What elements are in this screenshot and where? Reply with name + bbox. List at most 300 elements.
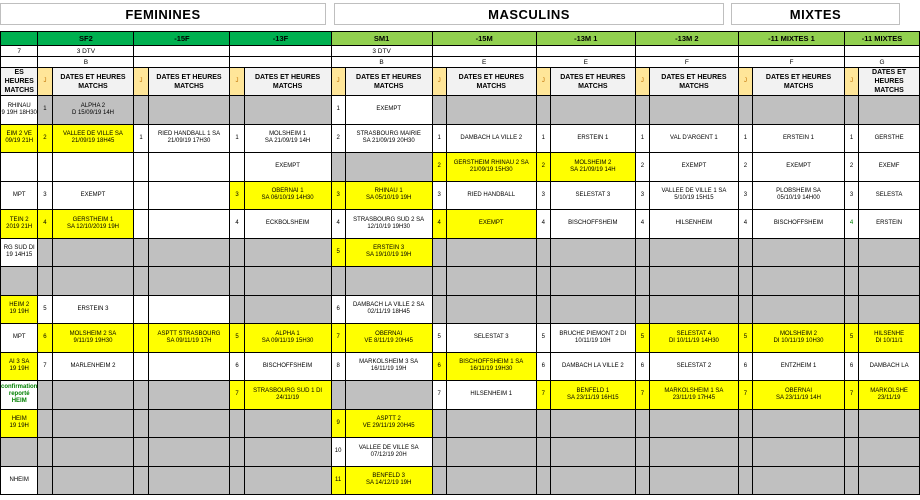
day-number-cell: 1 (38, 96, 52, 125)
team-header-cell: -13F (230, 32, 331, 46)
day-number-cell: 6 (738, 352, 752, 381)
match-text-line: HEIM (11, 416, 27, 423)
match-cell (550, 238, 635, 267)
team-header-cell: -13M 2 (635, 32, 738, 46)
team-header-cell: -11 MIXTES (845, 32, 920, 46)
date-label-cell (859, 68, 920, 96)
day-number-cell (134, 181, 148, 210)
match-cell (345, 295, 432, 324)
match-text-line: SA 06/10/19 14H30 (261, 195, 314, 202)
match-cell (859, 124, 920, 153)
day-number-cell: 4 (845, 210, 859, 239)
match-text-line: MARKOLSHE (870, 387, 908, 394)
match-cell (148, 324, 230, 353)
match-text-line: 19 19H (9, 366, 29, 373)
day-number-cell (536, 238, 550, 267)
match-cell (446, 267, 536, 296)
match-cell (1, 238, 38, 267)
pool-letter-cell: F (738, 57, 844, 68)
match-text-line: SA 21/09/19 14H (264, 138, 311, 145)
pool-letter-cell (134, 57, 230, 68)
pool-letter-cell: B (331, 57, 432, 68)
day-number-cell (536, 96, 550, 125)
match-text-line: EXEMPT (80, 191, 106, 198)
day-number-cell (38, 409, 52, 438)
day-number-cell: 7 (331, 324, 345, 353)
day-number-cell: 4 (432, 210, 446, 239)
day-number-cell (738, 466, 752, 495)
day-number-cell (845, 409, 859, 438)
match-text-line: MOLSHEIM 1 (269, 131, 307, 138)
match-text-line: ALPHA 1 (275, 330, 300, 337)
day-number-cell: 6 (432, 352, 446, 381)
day-number-cell: 1 (134, 124, 148, 153)
match-cell (244, 153, 331, 182)
match-text-line: MPT (12, 334, 26, 341)
label-line: MATCHS (783, 82, 814, 90)
match-cell (446, 181, 536, 210)
day-number-cell: 2 (536, 153, 550, 182)
match-cell (753, 124, 845, 153)
match-cell (753, 153, 845, 182)
table-row (1, 324, 920, 353)
table-row (1, 381, 920, 410)
match-cell (52, 181, 134, 210)
day-number-cell (635, 409, 649, 438)
day-number-cell: 1 (536, 124, 550, 153)
match-text-line: MOLSHEIM 2 (780, 330, 818, 337)
match-cell (649, 210, 738, 239)
match-text-line: 5/10/19 15H15 (674, 195, 714, 202)
division-cell (536, 46, 635, 57)
match-cell (244, 96, 331, 125)
match-text-line: DI 10/11/19 14H30 (668, 337, 719, 344)
day-number-cell (134, 352, 148, 381)
match-cell (244, 210, 331, 239)
match-cell (244, 324, 331, 353)
day-number-cell: 2 (331, 124, 345, 153)
match-cell (345, 153, 432, 182)
day-number-cell: 4 (331, 210, 345, 239)
day-number-cell: 8 (331, 352, 345, 381)
day-number-cell (845, 96, 859, 125)
day-number-cell: 6 (536, 352, 550, 381)
day-number-cell: 5 (536, 324, 550, 353)
match-text-line: 09/19 21H (5, 138, 34, 145)
match-text-line: BISCHOFFSHEIM (773, 220, 824, 227)
match-text-line: 23/11/19 (877, 394, 901, 401)
table-row (1, 210, 920, 239)
match-cell (1, 153, 38, 182)
match-text-line: confirmation (1, 384, 38, 391)
match-cell (649, 352, 738, 381)
table-row (1, 295, 920, 324)
match-cell (1, 295, 38, 324)
day-number-cell: 7 (230, 381, 244, 410)
match-text-line: 19 19H (9, 423, 29, 430)
match-text-line: ASPTT STRASBOURG (157, 330, 221, 337)
match-cell (753, 267, 845, 296)
day-number-cell: 2 (38, 124, 52, 153)
day-number-cell (38, 438, 52, 467)
match-text-line: RIED HANDBALL 1 SA (157, 131, 221, 138)
day-number-cell (738, 267, 752, 296)
match-cell (148, 466, 230, 495)
day-number-cell (635, 438, 649, 467)
day-number-cell (432, 466, 446, 495)
match-cell (550, 181, 635, 210)
match-text-line: SELESTAT 3 (473, 334, 509, 341)
table-row (1, 352, 920, 381)
day-number-cell (635, 295, 649, 324)
day-number-cell (331, 381, 345, 410)
day-number-cell (738, 295, 752, 324)
match-cell (148, 352, 230, 381)
date-label-cell (148, 68, 230, 96)
match-cell (244, 466, 331, 495)
match-cell (345, 352, 432, 381)
match-cell (446, 324, 536, 353)
day-number-cell: 6 (230, 352, 244, 381)
match-cell (859, 409, 920, 438)
match-text-line: ENTZHEIM 1 (780, 362, 817, 369)
match-cell (148, 295, 230, 324)
match-text-line: SA 14/12/19 19H (365, 480, 412, 487)
match-text-line: VALLEE DE VILLE SA (358, 444, 419, 451)
match-cell (148, 181, 230, 210)
match-cell (52, 466, 134, 495)
match-cell (52, 153, 134, 182)
day-number-cell (134, 153, 148, 182)
day-number-cell (845, 295, 859, 324)
match-cell (859, 238, 920, 267)
match-cell (52, 124, 134, 153)
day-number-cell (134, 409, 148, 438)
division-cell (432, 46, 536, 57)
match-text-line: EXEMF (878, 163, 900, 170)
match-cell (52, 381, 134, 410)
match-cell (345, 466, 432, 495)
match-text-line: VALLEE DE VILLE 1 SA (661, 188, 727, 195)
team-header-cell: -13M 1 (536, 32, 635, 46)
match-cell (859, 324, 920, 353)
match-text-line: GERSTHEIM RHINAU 2 SA (453, 159, 529, 166)
match-cell (649, 96, 738, 125)
match-cell (859, 466, 920, 495)
match-cell (550, 466, 635, 495)
day-number-cell (635, 96, 649, 125)
match-cell (446, 466, 536, 495)
day-number-cell: 7 (432, 381, 446, 410)
day-label-cell: J (536, 68, 550, 96)
match-text-line: SA 12/10/2019 19H (66, 223, 119, 230)
match-cell (550, 381, 635, 410)
match-cell (859, 295, 920, 324)
match-text-line: 10/11/19 10H (575, 337, 611, 344)
match-text-line: EXEMPT (478, 220, 504, 227)
day-number-cell: 2 (738, 153, 752, 182)
match-text-line: PLOBSHEIM SA (776, 188, 821, 195)
date-label-cell (753, 68, 845, 96)
day-number-cell: 5 (635, 324, 649, 353)
label-line: DATES ET HEURES (356, 73, 422, 81)
table-row (1, 153, 920, 182)
day-number-cell (738, 96, 752, 125)
match-cell (1, 267, 38, 296)
day-number-cell (38, 267, 52, 296)
match-cell (446, 352, 536, 381)
match-cell (1, 409, 38, 438)
match-cell (649, 295, 738, 324)
match-text-line: ECKBOLSHEIM (265, 220, 310, 227)
match-text-line: DAMBACH LA VILLE 2 SA (352, 302, 425, 309)
match-text-line: DAMBACH LA VILLE 2 (460, 134, 523, 141)
day-number-cell: 5 (38, 295, 52, 324)
match-text-line: SA 23/11/19 14H (776, 394, 821, 401)
day-number-cell: 1 (738, 124, 752, 153)
match-cell (859, 96, 920, 125)
match-cell (52, 409, 134, 438)
day-number-cell: 6 (635, 352, 649, 381)
match-text-line: ERSTEIN 1 (577, 134, 609, 141)
match-cell (550, 267, 635, 296)
day-number-cell (845, 238, 859, 267)
day-number-cell (230, 466, 244, 495)
label-line: MATCHS (578, 82, 608, 90)
match-text-line: EXEMPT (681, 163, 707, 170)
division-cell (635, 46, 738, 57)
label-line: MATCHS (272, 82, 303, 90)
match-cell (649, 438, 738, 467)
division-cell: 3 DTV (331, 46, 432, 57)
match-cell (753, 324, 845, 353)
match-cell (550, 96, 635, 125)
match-text-line: VALLEE DE VILLE SA (63, 131, 123, 138)
match-text-line: VAL D'ARGENT 1 (670, 134, 718, 141)
day-label-cell: J (635, 68, 649, 96)
match-cell (52, 324, 134, 353)
match-cell (345, 210, 432, 239)
match-text-line: TEIN 2 (9, 216, 29, 223)
match-cell (859, 438, 920, 467)
match-text-line: D 15/09/19 14H (71, 109, 114, 116)
label-line: DATES ET HEURES (872, 69, 907, 85)
team-header-cell: -11 MIXTES 1 (738, 32, 844, 46)
match-cell (1, 324, 38, 353)
match-text-line: ALPHA 2 (80, 102, 106, 109)
match-text-line: 19 14H15 (6, 252, 33, 259)
table-row (1, 96, 920, 125)
pool-letter-cell: F (635, 57, 738, 68)
label-line: MATCHS (174, 82, 204, 90)
label-line: ES HEURES (4, 69, 34, 85)
match-text-line: 9/11/19 19H30 (73, 337, 113, 344)
day-number-cell: 1 (230, 124, 244, 153)
match-text-line: BENFELD 1 (576, 387, 610, 394)
label-line: DATES ET HEURES (458, 73, 524, 81)
match-text-line: BISCHOFFSHEIM (568, 220, 618, 227)
day-number-cell: 3 (635, 181, 649, 210)
day-number-cell: 4 (230, 210, 244, 239)
day-number-cell (230, 153, 244, 182)
match-text-line: 21/09/19 17H30 (167, 138, 211, 145)
match-text-line: ERSTEIN 3 (373, 245, 405, 252)
match-text-line: MPT (12, 191, 26, 198)
match-text-line: 19 19H (9, 309, 29, 316)
match-cell (52, 210, 134, 239)
pool-letter-cell (1, 57, 38, 68)
group-header-feminines: FEMININES (0, 3, 326, 25)
match-text-line: HILSENHEIM (675, 220, 713, 227)
match-text-line: EXEMPT (275, 163, 300, 170)
day-number-cell (134, 381, 148, 410)
team-header-cell (1, 32, 38, 46)
day-number-cell: 2 (432, 153, 446, 182)
day-label-cell: J (331, 68, 345, 96)
day-number-cell (134, 324, 148, 353)
match-cell (1, 466, 38, 495)
match-text-line: VE 29/11/19 20H45 (362, 423, 415, 430)
match-cell (446, 124, 536, 153)
match-cell (649, 181, 738, 210)
match-text-line: OBERNAI (375, 330, 403, 337)
match-cell (753, 96, 845, 125)
match-text-line: 12/10/19 19H30 (367, 223, 411, 230)
day-number-cell: 5 (230, 324, 244, 353)
pool-letter-cell: E (536, 57, 635, 68)
match-cell (244, 181, 331, 210)
match-text-line: SELESTAT 3 (575, 191, 611, 198)
match-cell (446, 153, 536, 182)
day-label-cell: J (134, 68, 148, 96)
match-cell (52, 438, 134, 467)
day-number-cell (635, 466, 649, 495)
match-cell (649, 238, 738, 267)
day-number-cell (635, 238, 649, 267)
day-number-cell: 5 (845, 324, 859, 353)
match-cell (345, 324, 432, 353)
group-header-mixtes: MIXTES (731, 3, 900, 25)
match-cell (52, 238, 134, 267)
day-number-cell: 1 (845, 124, 859, 153)
match-cell (446, 238, 536, 267)
match-text-line: 21/09/19 18H45 (71, 138, 115, 145)
day-number-cell (134, 238, 148, 267)
match-text-line: 9 19H 18H30 (1, 109, 37, 116)
table-row (1, 438, 920, 467)
day-number-cell (536, 267, 550, 296)
day-number-cell (134, 267, 148, 296)
day-number-cell: 7 (635, 381, 649, 410)
match-text-line: BISCHOFFSHEIM (262, 362, 313, 369)
day-number-cell: 9 (331, 409, 345, 438)
table-row (1, 267, 920, 296)
day-number-cell: 1 (331, 96, 345, 125)
day-label-cell: J (845, 68, 859, 96)
day-number-cell (432, 267, 446, 296)
day-number-cell: 5 (432, 324, 446, 353)
match-cell (753, 352, 845, 381)
day-number-cell: 4 (38, 210, 52, 239)
match-cell (244, 381, 331, 410)
label-line: DATES ET HEURES (254, 73, 321, 81)
match-text-line: HILSENHE (874, 330, 905, 337)
match-cell (753, 210, 845, 239)
match-cell (244, 238, 331, 267)
day-number-cell: 5 (331, 238, 345, 267)
match-cell (753, 409, 845, 438)
match-cell (649, 409, 738, 438)
match-cell (753, 238, 845, 267)
match-cell (52, 352, 134, 381)
label-line: DATES ET HEURES (765, 73, 832, 81)
match-text-line: SELESTAT 2 (676, 362, 712, 369)
match-text-line: EXEMPT (786, 163, 811, 170)
label-line: DATES ET HEURES (60, 73, 126, 81)
day-number-cell (738, 438, 752, 467)
day-number-cell (134, 466, 148, 495)
date-label-cell (446, 68, 536, 96)
group-header-masculins: MASCULINS (334, 3, 724, 25)
match-cell (345, 124, 432, 153)
match-cell (859, 181, 920, 210)
match-text-line: MOLSHEIM 2 SA (69, 330, 117, 337)
match-text-line: SELESTA (875, 191, 903, 198)
day-number-cell (845, 438, 859, 467)
match-text-line: 05/10/19 14H00 (777, 195, 820, 202)
date-label-cell (550, 68, 635, 96)
match-cell (345, 267, 432, 296)
match-cell (550, 409, 635, 438)
match-cell (148, 381, 230, 410)
match-cell (859, 267, 920, 296)
day-number-cell: 3 (738, 181, 752, 210)
label-line: MATCHS (476, 82, 506, 90)
match-cell (859, 210, 920, 239)
match-text-line: 24/11/19 (276, 394, 300, 401)
match-text-line: VE 8/11/19 20H45 (364, 337, 413, 344)
day-number-cell (134, 96, 148, 125)
match-cell (345, 438, 432, 467)
match-text-line: GERSTHEIM 1 (72, 216, 114, 223)
day-number-cell: 6 (38, 324, 52, 353)
division-cell (134, 46, 230, 57)
match-cell (753, 466, 845, 495)
day-number-cell: 5 (738, 324, 752, 353)
day-number-cell: 4 (536, 210, 550, 239)
match-cell (244, 267, 331, 296)
match-text-line: ERSTEIN (876, 220, 903, 227)
day-number-cell (635, 267, 649, 296)
match-cell (550, 324, 635, 353)
match-cell (446, 96, 536, 125)
match-cell (345, 181, 432, 210)
match-text-line: DAMBACH LA VILLE 2 (561, 362, 624, 369)
match-text-line: HEIM (11, 398, 27, 405)
division-cell: 3 DTV (38, 46, 134, 57)
match-text-line: 23/11/19 17H45 (672, 394, 716, 401)
match-cell (244, 438, 331, 467)
match-cell (446, 438, 536, 467)
match-cell (148, 267, 230, 296)
match-cell (1, 96, 38, 125)
match-cell (148, 96, 230, 125)
pool-letter-cell: E (432, 57, 536, 68)
match-text-line: HILSENHEIM 1 (470, 391, 513, 398)
match-text-line: BENFELD 3 (372, 473, 405, 480)
day-number-cell: 7 (738, 381, 752, 410)
day-number-cell: 3 (845, 181, 859, 210)
